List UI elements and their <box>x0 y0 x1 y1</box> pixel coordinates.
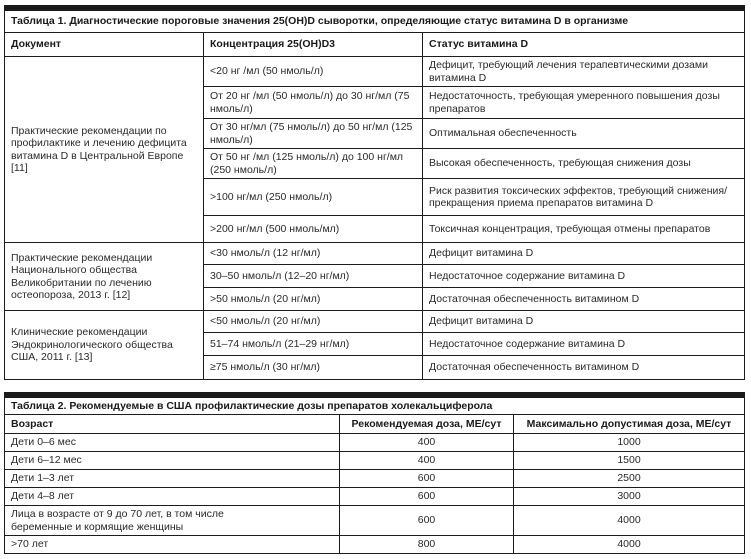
concentration-cell: >200 нг/мл (500 нмоль/мл) <box>204 216 423 243</box>
concentration-cell: От 30 нг/мл (75 нмоль/л) до 50 нг/мл (125 нмоль/л) <box>204 119 423 149</box>
age-cell: >70 лет <box>5 536 340 554</box>
status-cell: Дефицит витамина D <box>423 311 745 333</box>
concentration-cell: <30 нмоль/л (12 нг/мл) <box>204 243 423 265</box>
recommended-dose-cell: 400 <box>340 452 514 470</box>
max-dose-cell: 1500 <box>514 452 745 470</box>
max-dose-cell: 2500 <box>514 470 745 488</box>
table1-title: Таблица 1. Диагностические пороговые значения 25(OH)D сыворотки, определяющие статус витамина D в организме <box>5 11 745 33</box>
document-cell: Практические рекомендации по профилактике и лечению дефицита витамина D в Центральной Европе [11] <box>5 57 204 243</box>
table-row <box>5 536 745 554</box>
status-cell: Дефицит, требующий лечения терапевтическими дозами витамина D <box>423 57 745 87</box>
status-cell: Высокая обеспеченность, требующая снижения дозы <box>423 149 745 179</box>
table2-title: Таблица 2. Рекомендуемые в США профилактические дозы препаратов холекальциферола <box>5 398 745 415</box>
max-dose-cell: 3000 <box>514 488 745 506</box>
max-dose-cell: 4000 <box>514 506 745 536</box>
document-cell: Клинические рекомендации Эндокринологического общества США, 2011 г. [13] <box>5 311 204 380</box>
status-cell: Достаточная обеспеченность витамином D <box>423 356 745 380</box>
table-row <box>5 452 745 470</box>
status-cell: Недостаточное содержание витамина D <box>423 333 745 356</box>
table-row <box>5 470 745 488</box>
table-row <box>5 434 745 452</box>
recommended-dose-cell: 600 <box>340 470 514 488</box>
status-cell: Достаточная обеспеченность витамином D <box>423 288 745 311</box>
concentration-cell: 30–50 нмоль/л (12–20 нг/мл) <box>204 265 423 288</box>
concentration-cell: ≥75 нмоль/л (30 нг/мл) <box>204 356 423 380</box>
document-cell: Практические рекомендации Национального общества Великобритании по лечению остеопороза, 2013 г. [12] <box>5 243 204 311</box>
concentration-cell: От 50 нг /мл (125 нмоль/л) до 100 нг/мл (250 нмоль/л) <box>204 149 423 179</box>
status-cell: Недостаточное содержание витамина D <box>423 265 745 288</box>
status-cell: Дефицит витамина D <box>423 243 745 265</box>
table2-header-recommended: Рекомендуемая доза, МЕ/сут <box>340 415 514 434</box>
table-row <box>5 243 745 265</box>
table2-header-max: Максимально допустимая доза, МЕ/сут <box>514 415 745 434</box>
age-cell: Дети 1–3 лет <box>5 470 340 488</box>
concentration-cell: <20 нг /мл (50 нмоль/л) <box>204 57 423 87</box>
max-dose-cell: 4000 <box>514 536 745 554</box>
recommended-dose-cell: 800 <box>340 536 514 554</box>
table1-header-status: Статус витамина D <box>423 33 745 57</box>
recommended-dose-cell: 400 <box>340 434 514 452</box>
table-row <box>5 57 745 87</box>
table1-header-document: Документ <box>5 33 204 57</box>
status-cell: Риск развития токсических эффектов, требующий снижения/прекращения приема препаратов витамина D <box>423 179 745 216</box>
age-cell: Дети 6–12 мес <box>5 452 340 470</box>
concentration-cell: <50 нмоль/л (20 нг/мл) <box>204 311 423 333</box>
concentration-cell: >100 нг/мл (250 нмоль/л) <box>204 179 423 216</box>
age-cell: Дети 4–8 лет <box>5 488 340 506</box>
status-cell: Недостаточность, требующая умеренного повышения дозы препаратов <box>423 87 745 119</box>
recommended-dose-cell: 600 <box>340 488 514 506</box>
age-cell: Дети 0–6 мес <box>5 434 340 452</box>
recommended-dose-cell: 600 <box>340 506 514 536</box>
concentration-cell: От 20 нг /мл (50 нмоль/л) до 30 нг/мл (75 нмоль/л) <box>204 87 423 119</box>
table2-header-age: Возраст <box>5 415 340 434</box>
table-2-cholecalciferol-doses <box>4 397 745 554</box>
max-dose-cell: 1000 <box>514 434 745 452</box>
table-1-vitamin-d-thresholds <box>4 10 745 380</box>
age-cell: Лица в возрасте от 9 до 70 лет, в том числе беременные и кормящие женщины <box>5 506 340 536</box>
table-row <box>5 506 745 536</box>
table1-header-concentration: Концентрация 25(OH)D3 <box>204 33 423 57</box>
table-row <box>5 488 745 506</box>
table-row <box>5 311 745 333</box>
status-cell: Токсичная концентрация, требующая отмены препаратов <box>423 216 745 243</box>
concentration-cell: 51–74 нмоль/л (21–29 нг/мл) <box>204 333 423 356</box>
concentration-cell: >50 нмоль/л (20 нг/мл) <box>204 288 423 311</box>
status-cell: Оптимальная обеспеченность <box>423 119 745 149</box>
